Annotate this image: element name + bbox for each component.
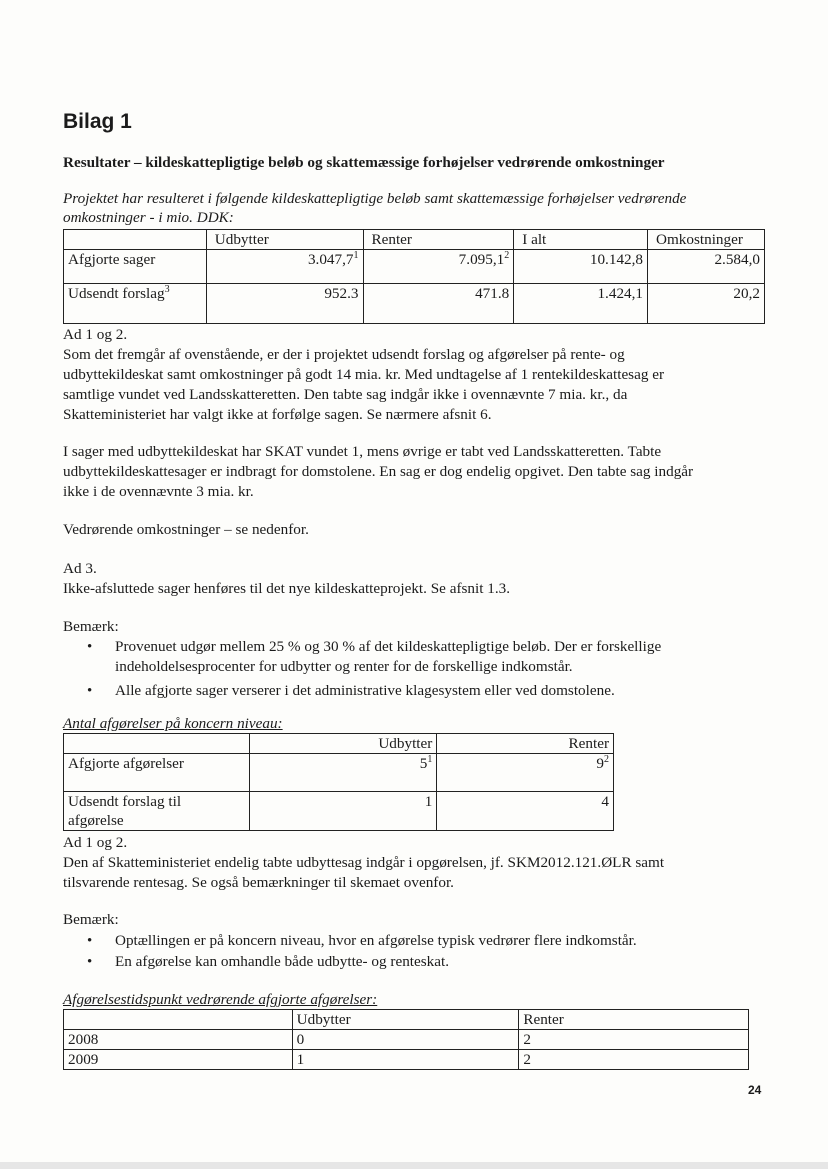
decisions-table (63, 733, 614, 831)
text-line: • Alle afgjorte sager verserer i det administrative klagesystem eller ved domstolene. (115, 682, 615, 699)
intro-line-1: Projektet har resulteret i følgende kildeskattepligtige beløb samt skattemæssige forhøjelser vedrørende (63, 190, 687, 207)
text-line: I sager med udbyttekildeskat har SKAT vundet 1, mens øvrige er tabt ved Landsskatteretten. Tabte (63, 443, 662, 460)
text-line: afgørelse (68, 812, 124, 829)
cell-renter: 4 (437, 792, 614, 831)
footnote: 3 (164, 283, 170, 295)
table-row (64, 284, 765, 324)
cell-udbytter: 0 (292, 1030, 519, 1050)
cell-renter: 471.8 (475, 285, 510, 302)
table-row (64, 1050, 749, 1070)
table3-header-empty (64, 1010, 293, 1030)
table2-header-udbytter: Udbytter (249, 734, 437, 754)
text-line: • Provenuet udgør mellem 25 % og 30 % af det kildeskattepligtige beløb. Der er forskellige (115, 638, 662, 655)
section-subheading: Resultater – kildeskattepligtige beløb og skattemæssige forhøjelser vedrørende omkostninger (63, 154, 665, 171)
table-row (64, 1030, 749, 1050)
cell-year: 2008 (64, 1030, 293, 1050)
table2-caption: Antal afgørelser på koncern niveau: (63, 715, 283, 732)
list-item (63, 681, 763, 701)
cell-ialt: 10.142,8 (514, 250, 648, 284)
paragraph-3: Vedrørende omkostninger – se nedenfor. (63, 521, 309, 538)
row-label: Udsendt forslag (68, 285, 165, 302)
table3-caption: Afgørelsestidspunkt vedrørende afgjorte afgørelser: (63, 991, 378, 1008)
table-row (64, 250, 765, 284)
list-item (63, 637, 763, 677)
ad12b-label: Ad 1 og 2. (63, 834, 128, 851)
row-label: Afgjorte sager (68, 251, 156, 268)
table3-header-udbytter: Udbytter (292, 1010, 519, 1030)
text-line: • En afgørelse kan omhandle både udbytte- og renteskat. (115, 953, 450, 970)
intro-line-2: omkostninger - i mio. DDK: (63, 209, 234, 226)
footnote: 2 (504, 249, 510, 261)
paragraph-1 (63, 345, 664, 425)
table1-header-empty (64, 230, 207, 250)
text-line: udbyttekildeskattesager er indbragt for domstolene. En sag er dog endelig opgivet. Den tabte sag indgår (63, 463, 694, 480)
table-row (64, 754, 614, 792)
list-item (63, 952, 763, 972)
list-item (63, 931, 763, 951)
text-line: udbyttekildeskat samt omkostninger på godt 14 mia. kr. Med undtagelse af 1 rentekildeskattesag er (63, 366, 665, 383)
bemaerk-2-label: Bemærk: (63, 911, 119, 928)
cell-renter: 7.095,1 (458, 251, 505, 268)
table3-header-renter: Renter (519, 1010, 749, 1030)
cell-omk: 2.584,0 (648, 250, 765, 284)
cell-ialt: 1.424,1 (514, 284, 648, 324)
cell-renter: 2 (519, 1050, 749, 1070)
text-line: Skatteministeriet har valgt ikke at forfølge sagen. Se nærmere afsnit 6. (63, 406, 492, 423)
page-number: 24 (748, 1083, 762, 1097)
footnote: 1 (427, 753, 433, 765)
text-line: Som det fremgår af ovenstående, er der i projektet udsendt forslag og afgørelser på rente- og (63, 346, 625, 363)
paragraph-4 (63, 853, 664, 893)
table-row (64, 792, 614, 831)
footnote: 2 (604, 753, 609, 765)
ad3-text: Ikke-afsluttede sager henføres til det nye kildeskatteprojekt. Se afsnit 1.3. (63, 580, 511, 597)
text-line: samtlige vundet ved Landsskatteretten. Den tabte sag indgår ikke i ovennævnte 7 mia. kr., da (63, 386, 628, 403)
row-label (64, 792, 250, 831)
text-line: Udsendt forslag til (68, 793, 182, 810)
cell-udbytter: 1 (292, 1050, 519, 1070)
table1-header-udbytter: Udbytter (206, 230, 363, 250)
text-line: • Optællingen er på koncern niveau, hvor en afgørelse typisk vedrører flere indkomstår. (115, 932, 637, 949)
table1-header-omkostninger: Omkostninger (648, 230, 765, 250)
table2-header-renter: Renter (437, 734, 614, 754)
cell-omk: 20,2 (648, 284, 765, 324)
cell-year: 2009 (64, 1050, 293, 1070)
ad3-label: Ad 3. (63, 560, 97, 577)
footnote: 1 (353, 249, 359, 261)
cell-udbytter: 952.3 (324, 285, 359, 302)
cell-udbytter: 1 (249, 792, 437, 831)
results-table (63, 229, 765, 324)
table1-header-ialt: I alt (514, 230, 648, 250)
bemaerk-2-list (63, 931, 763, 972)
text-line: indeholdelsesprocenter for udbytter og renter for de forskellige indkomstår. (115, 658, 573, 675)
table1-header-renter: Renter (363, 230, 514, 250)
cell-udbytter: 3.047,7 (307, 251, 354, 268)
timing-table (63, 1009, 749, 1070)
ad12-label: Ad 1 og 2. (63, 326, 128, 343)
cell-udbytter: 5 (419, 755, 428, 772)
cell-renter: 2 (519, 1030, 749, 1050)
text-line: Den af Skatteministeriet endelig tabte udbyttesag indgår i opgørelsen, jf. SKM2012.121.ØLR samt (63, 854, 665, 871)
page-title: Bilag 1 (63, 110, 132, 133)
row-label: Afgjorte afgørelser (64, 754, 250, 792)
bemaerk-1-label: Bemærk: (63, 618, 119, 635)
page-bottom-edge (0, 1162, 828, 1169)
bemaerk-1-list (63, 637, 763, 701)
text-line: ikke i de ovennævnte 3 mia. kr. (63, 483, 254, 500)
table2-header-empty (64, 734, 250, 754)
cell-renter: 9 (596, 755, 604, 772)
paragraph-2 (63, 442, 693, 502)
text-line: tilsvarende rentesag. Se også bemærkninger til skemaet ovenfor. (63, 874, 454, 891)
